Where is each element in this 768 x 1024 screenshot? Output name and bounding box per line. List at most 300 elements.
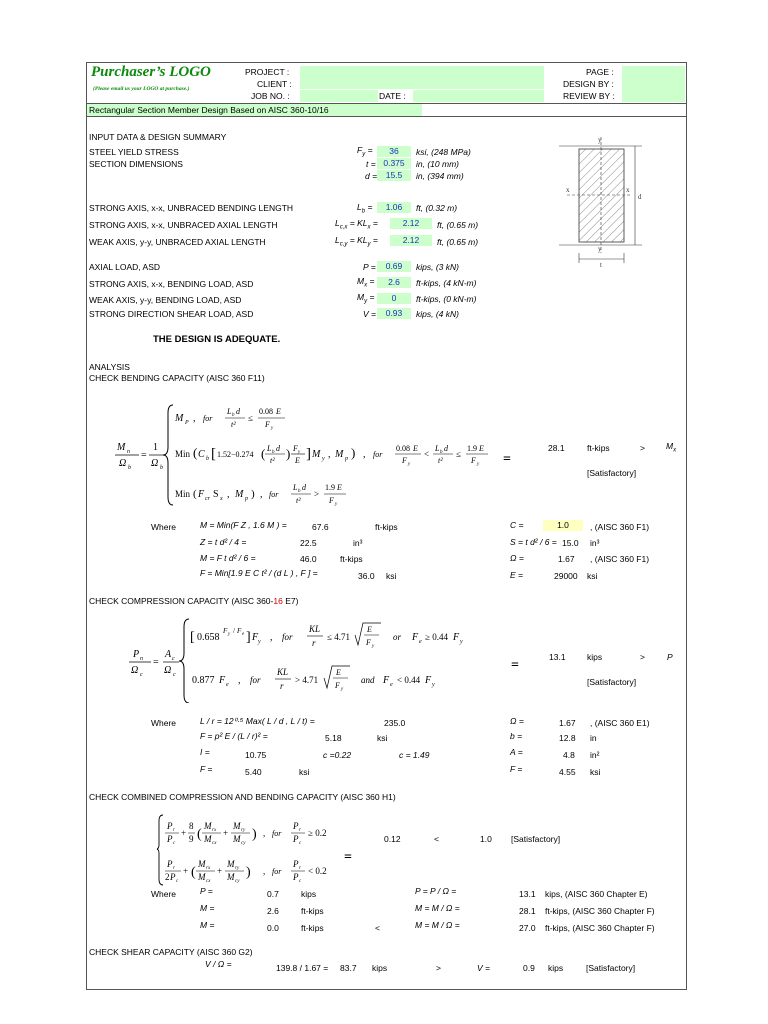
svg-text:1.9: 1.9 xyxy=(325,483,335,492)
svg-text:b: b xyxy=(160,465,163,471)
bending-right-2: Ω = xyxy=(510,553,524,563)
label-weak-bending: WEAK AXIS, y-y, BENDING LOAD, ASD xyxy=(89,295,242,305)
bending-line-3-unit: ksi xyxy=(386,571,397,581)
label-section-dimensions: SECTION DIMENSIONS xyxy=(89,159,183,169)
svg-text:d: d xyxy=(276,444,280,453)
svg-text:P: P xyxy=(293,821,299,831)
svg-text:c: c xyxy=(176,879,179,884)
review-by-label: REVIEW BY : xyxy=(563,91,615,101)
combined-right-2-unit: ft-kips, (AISC 360 Chapter F) xyxy=(545,923,655,933)
compression-where: Where xyxy=(151,718,177,728)
svg-text:P: P xyxy=(167,859,173,869)
svg-text:=: = xyxy=(141,450,147,461)
svg-text:y: y xyxy=(335,502,338,507)
label-unbraced-axial-x: STRONG AXIS, x-x, UNBRACED AXIAL LENGTH xyxy=(89,220,278,230)
bending-line-0: M = Min(F Z , 1.6 M ) = xyxy=(200,520,287,530)
svg-text:M: M xyxy=(312,449,321,460)
sym-lcy: $L_{c,y} = KL_y$ = xyxy=(335,235,378,248)
logo-note: (Please email us your LOGO at purchase.) xyxy=(93,86,190,92)
svg-text:(: ( xyxy=(193,488,197,500)
svg-text:c: c xyxy=(172,656,175,662)
bending-right-2-unit: , (AISC 360 F1) xyxy=(590,554,650,564)
cb-input[interactable]: 1.0 xyxy=(543,520,583,531)
sheet-title: Rectangular Section Member Design Based on AISC 360-10/16 xyxy=(89,105,329,115)
svg-text:,: , xyxy=(238,675,241,686)
compression-unit: kips xyxy=(587,652,603,662)
svg-text:x: x xyxy=(220,496,223,502)
svg-text:S: S xyxy=(213,489,219,500)
svg-text:ry: ry xyxy=(241,828,246,833)
page-design-review-fields[interactable] xyxy=(622,66,685,102)
svg-text:C: C xyxy=(198,449,205,460)
svg-text:M: M xyxy=(227,859,235,869)
svg-text:M: M xyxy=(175,413,184,424)
combined-left-2: M = xyxy=(200,920,215,930)
x-label-right: x xyxy=(626,186,630,194)
svg-text:F: F xyxy=(198,489,205,500)
svg-text:+: + xyxy=(183,866,189,876)
combined-right-0: P = P / Ω = xyxy=(415,886,457,896)
svg-text:b: b xyxy=(128,465,131,471)
svg-text:M: M xyxy=(233,821,241,831)
svg-text:0.658: 0.658 xyxy=(197,632,220,643)
p-input[interactable]: 0.69 xyxy=(377,261,411,272)
svg-text:Ω: Ω xyxy=(151,458,159,469)
combined-right-2-val: 27.0 xyxy=(519,923,536,933)
svg-text:F: F xyxy=(335,681,340,690)
svg-text:cx: cx xyxy=(206,879,211,884)
svg-text:t²: t² xyxy=(231,420,236,429)
lcx-input[interactable]: 2.12 xyxy=(390,218,432,229)
combined-left-2-cmp: < xyxy=(375,923,380,933)
shear-rhs: V = xyxy=(477,963,490,973)
combined-right-2: M = M / Ω = xyxy=(415,920,460,930)
svg-text:y: y xyxy=(408,462,411,467)
svg-text:or: or xyxy=(393,632,402,642)
compression-line-3-unit: ksi xyxy=(299,767,310,777)
svg-text:c: c xyxy=(140,672,143,678)
combined-right-1: M = M / Ω = xyxy=(415,903,460,913)
svg-text:≥ 0.44: ≥ 0.44 xyxy=(425,632,448,642)
svg-text:F: F xyxy=(383,675,390,686)
compression-c2: c = 1.49 xyxy=(399,750,430,760)
svg-text:rx: rx xyxy=(206,866,211,871)
svg-text:KL: KL xyxy=(309,624,321,634)
svg-text:L: L xyxy=(267,444,272,453)
input-heading: INPUT DATA & DESIGN SUMMARY xyxy=(89,132,227,142)
svg-text:2: 2 xyxy=(165,872,170,882)
sym-lcx: $L_{c,x} = KL_x$ = xyxy=(335,218,378,231)
svg-text:Min: Min xyxy=(175,489,191,499)
my-unit: ft-kips, (0 kN-m) xyxy=(416,294,477,304)
svg-text:F: F xyxy=(366,638,371,647)
svg-text:A: A xyxy=(165,649,172,660)
svg-text:rx: rx xyxy=(212,828,217,833)
label-unbraced-bending: STRONG AXIS, x-x, UNBRACED BENDING LENGTH xyxy=(89,203,294,213)
bending-right-0-unit: , (AISC 360 F1) xyxy=(590,522,650,532)
svg-text:≤ 4.71: ≤ 4.71 xyxy=(327,632,350,642)
svg-text:L: L xyxy=(435,444,440,453)
bending-right-3: E = xyxy=(510,570,523,580)
svg-text:≤: ≤ xyxy=(248,413,253,423)
compression-line-2: I = xyxy=(200,747,210,757)
shear-rhs-unit: kips xyxy=(548,963,564,973)
bending-line-0-val: 67.6 xyxy=(312,522,329,532)
svg-text:and: and xyxy=(361,675,375,685)
bending-line-1: Z = t d² / 4 = xyxy=(200,537,247,547)
svg-text:]: ] xyxy=(246,630,251,645)
shear-expr: 139.8 / 1.67 = xyxy=(276,963,329,973)
combined-formula xyxy=(157,813,377,889)
svg-text:r: r xyxy=(173,866,175,871)
svg-text:≤: ≤ xyxy=(456,449,461,459)
compression-line-1: F = p² E / (L / r)² = xyxy=(200,731,268,741)
client-label: CLIENT : xyxy=(257,79,292,89)
svg-text:M: M xyxy=(198,872,206,882)
svg-text:cy: cy xyxy=(241,841,246,846)
svg-text:E: E xyxy=(367,625,372,634)
svg-text:r: r xyxy=(173,828,175,833)
svg-text:F: F xyxy=(412,632,419,643)
compression-line-0-val: 235.0 xyxy=(384,718,406,728)
combined-where: Where xyxy=(151,889,177,899)
svg-text:y: y xyxy=(228,632,231,637)
svg-text:0.877: 0.877 xyxy=(192,675,215,686)
combined-right-1-unit: ft-kips, (AISC 360 Chapter F) xyxy=(545,906,655,916)
sym-mx: $M_x$ = xyxy=(357,276,375,289)
svg-text:F: F xyxy=(223,627,228,635)
svg-text:< 0.44: < 0.44 xyxy=(397,675,421,685)
svg-text:y: y xyxy=(372,644,375,649)
bending-line-2: M = F t d² / 6 = xyxy=(200,553,256,563)
v-input[interactable]: 0.93 xyxy=(377,308,411,319)
combined-left-1-unit: ft-kips xyxy=(301,906,324,916)
shear-lhs: V / Ω = xyxy=(205,959,232,969)
svg-text:F: F xyxy=(471,456,476,465)
svg-text:F: F xyxy=(265,420,270,429)
svg-text:c: c xyxy=(299,841,302,846)
design-verdict: THE DESIGN IS ADEQUATE. xyxy=(153,334,281,345)
svg-text:+: + xyxy=(217,866,223,876)
bending-line-3: F = Min[1.9 E C t² / (d L ) , F ] = xyxy=(200,568,318,578)
svg-text:(: ( xyxy=(261,446,266,461)
compression-compare: > xyxy=(640,652,645,662)
analysis-heading: ANALYSIS xyxy=(89,362,130,372)
compression-formula xyxy=(127,615,547,703)
svg-text:>: > xyxy=(314,489,320,499)
svg-text:b: b xyxy=(206,456,209,462)
compression-right-3-unit: ksi xyxy=(590,767,601,777)
project-label: PROJECT : xyxy=(245,67,290,77)
svg-text:b: b xyxy=(272,450,275,455)
svg-text:9: 9 xyxy=(189,834,194,844)
title-divider xyxy=(87,116,686,117)
svg-text:d: d xyxy=(236,407,240,416)
bending-line-1-val: 22.5 xyxy=(300,538,317,548)
combined-left-0-unit: kips xyxy=(301,889,317,899)
combined-left-1-val: 2.6 xyxy=(267,906,279,916)
svg-text:F: F xyxy=(293,444,298,453)
svg-text:< 0.2: < 0.2 xyxy=(308,866,327,876)
compression-right-2-unit: in² xyxy=(590,750,600,760)
svg-text:c: c xyxy=(299,879,302,884)
svg-text:): ) xyxy=(246,865,251,880)
svg-text:E: E xyxy=(336,668,341,677)
svg-text:E: E xyxy=(295,456,300,465)
svg-text:for: for xyxy=(203,414,213,423)
fy-unit: ksi, (248 MPa) xyxy=(416,147,471,157)
shear-compare: > xyxy=(436,963,441,973)
compression-line-1-unit: ksi xyxy=(377,733,388,743)
svg-text:y: y xyxy=(322,456,325,462)
compression-right-0-unit: , (AISC 360 E1) xyxy=(590,718,650,728)
svg-text:<: < xyxy=(424,449,430,459)
svg-text:e: e xyxy=(226,682,229,688)
sym-t: t = xyxy=(366,159,376,169)
svg-text:ry: ry xyxy=(235,866,240,871)
bending-title: CHECK BENDING CAPACITY (AISC 360 F11) xyxy=(89,373,265,383)
bending-line-1-unit: in³ xyxy=(353,538,363,548)
date-label: DATE : xyxy=(379,91,406,101)
compression-status: [Satisfactory] xyxy=(587,677,637,687)
svg-text:r: r xyxy=(299,828,301,833)
purchaser-logo: Purchaser’s LOGO xyxy=(91,64,211,80)
svg-text:y: y xyxy=(298,450,301,455)
svg-text:+: + xyxy=(181,828,187,838)
sym-d: d = xyxy=(365,171,378,181)
svg-text:e: e xyxy=(242,632,245,637)
shear-rhs-value: 0.9 xyxy=(523,963,535,973)
combined-result: 0.12 xyxy=(384,834,401,844)
svg-text:0.08: 0.08 xyxy=(259,407,273,416)
bending-right-0: C = xyxy=(510,520,524,530)
compression-line-3: F = xyxy=(200,764,213,774)
svg-text:y: y xyxy=(271,426,274,431)
t-input[interactable]: 0.375 xyxy=(377,158,411,169)
svg-text:Min: Min xyxy=(175,449,191,459)
y-label-bottom: y xyxy=(598,245,602,253)
bending-unit: ft-kips xyxy=(587,443,610,453)
svg-text:d: d xyxy=(302,483,306,492)
svg-text:M: M xyxy=(204,834,212,844)
svg-text:0.08: 0.08 xyxy=(396,444,410,453)
combined-right-1-val: 28.1 xyxy=(519,906,536,916)
svg-text:P: P xyxy=(133,649,140,660)
combined-left-1: M = xyxy=(200,903,215,913)
combined-title: CHECK COMBINED COMPRESSION AND BENDING CAPACITY (AISC 360 H1) xyxy=(89,792,396,802)
page-label: PAGE : xyxy=(586,67,614,77)
svg-text:1.52−0.274: 1.52−0.274 xyxy=(217,450,254,459)
compression-right-1-val: 12.8 xyxy=(559,733,576,743)
shear-title: CHECK SHEAR CAPACITY (AISC 360 G2) xyxy=(89,947,253,957)
svg-text:): ) xyxy=(251,488,255,500)
svg-text:(: ( xyxy=(191,865,196,880)
svg-text:F: F xyxy=(329,496,334,505)
combined-compare: < xyxy=(434,834,439,844)
svg-text:P: P xyxy=(293,872,299,882)
sym-fy: $F_y$ = xyxy=(357,145,373,158)
svg-text:M: M xyxy=(117,442,126,453)
fy-input[interactable]: 36 xyxy=(377,146,411,157)
svg-text:Ω: Ω xyxy=(164,665,172,676)
svg-text:c: c xyxy=(173,841,176,846)
bending-line-3-val: 36.0 xyxy=(358,571,375,581)
svg-text:t²: t² xyxy=(270,456,275,465)
combined-left-0-val: 0.7 xyxy=(267,889,279,899)
svg-text:M: M xyxy=(227,872,235,882)
compression-right-1: b = xyxy=(510,731,523,741)
compression-line-2-val: 10.75 xyxy=(245,750,267,760)
lcy-unit: ft, (0.65 m) xyxy=(437,237,479,247)
svg-text:n: n xyxy=(140,656,143,662)
svg-text:F: F xyxy=(237,627,242,635)
bending-right-1-unit: in³ xyxy=(590,538,600,548)
svg-text:for: for xyxy=(282,632,293,642)
svg-text:,: , xyxy=(193,413,196,424)
shear-unit: kips xyxy=(372,963,388,973)
svg-text:t²: t² xyxy=(296,496,301,505)
d-unit: in, (394 mm) xyxy=(416,171,464,181)
compression-line-0: L / r = 12⁰·⁵ Max( L / d , L / t) = xyxy=(200,716,315,726)
svg-text:L: L xyxy=(227,407,232,416)
label-axial-load: AXIAL LOAD, ASD xyxy=(89,262,161,272)
svg-text:cx: cx xyxy=(212,841,217,846)
p-unit: kips, (3 kN) xyxy=(416,262,459,272)
sym-v: V = xyxy=(363,309,376,319)
svg-text:for: for xyxy=(373,450,383,459)
combined-eq-sign: = xyxy=(344,850,352,865)
d-label: d xyxy=(638,193,642,201)
bending-compare: > xyxy=(640,443,645,453)
combined-left-0: P = xyxy=(200,886,213,896)
svg-text:(: ( xyxy=(197,827,202,842)
t-label: t xyxy=(600,261,602,269)
bending-line-2-val: 46.0 xyxy=(300,554,317,564)
compression-rhs: P xyxy=(667,652,673,662)
svg-text:KL: KL xyxy=(277,667,289,677)
svg-text:M: M xyxy=(235,489,244,500)
lb-input[interactable]: 1.06 xyxy=(377,202,411,213)
bending-formula xyxy=(113,401,523,509)
mx-input[interactable]: 2.6 xyxy=(377,277,411,288)
svg-text:F: F xyxy=(252,632,259,643)
d-input[interactable]: 15.5 xyxy=(377,170,411,181)
compression-result: 13.1 xyxy=(549,652,566,662)
mx-unit: ft-kips, (4 kN-m) xyxy=(416,278,477,288)
shear-value: 83.7 xyxy=(340,963,357,973)
section-rectangle xyxy=(579,149,624,242)
svg-text:P: P xyxy=(170,872,176,882)
svg-text:M: M xyxy=(198,859,206,869)
svg-text:E: E xyxy=(276,407,281,416)
svg-text:8: 8 xyxy=(189,821,194,831)
shear-status: [Satisfactory] xyxy=(586,963,636,973)
svg-text:,: , xyxy=(263,866,266,876)
svg-text:b: b xyxy=(298,489,301,494)
svg-text:E: E xyxy=(413,444,418,453)
combined-status: [Satisfactory] xyxy=(511,834,561,844)
my-input[interactable]: 0 xyxy=(377,293,411,304)
bending-right-1: S = t d² / 6 = xyxy=(510,537,557,547)
svg-text:=: = xyxy=(153,657,159,668)
svg-text:P: P xyxy=(167,821,173,831)
compression-right-2-val: 4.8 xyxy=(563,750,575,760)
section-figure xyxy=(559,133,669,273)
svg-text:[: [ xyxy=(211,446,216,462)
svg-text:n: n xyxy=(127,449,130,455)
svg-text:,: , xyxy=(328,449,331,460)
svg-text:P: P xyxy=(185,420,189,426)
job-no-field[interactable] xyxy=(300,90,378,102)
svg-text:for: for xyxy=(272,867,282,876)
svg-text:b: b xyxy=(232,413,235,418)
compression-right-0: Ω = xyxy=(510,716,524,726)
svg-text:for: for xyxy=(269,490,279,499)
combined-right-0-unit: kips, (AISC 360 Chapter E) xyxy=(545,889,648,899)
compression-right-2: A = xyxy=(510,747,523,757)
t-unit: in, (10 mm) xyxy=(416,159,459,169)
svg-text:F: F xyxy=(453,632,460,643)
svg-text:c: c xyxy=(173,672,176,678)
lb-unit: ft, (0.32 m) xyxy=(416,203,458,213)
bending-line-0-unit: ft-kips xyxy=(375,522,398,532)
compression-line-1-val: 5.18 xyxy=(325,733,342,743)
compression-c1: c =0.22 xyxy=(323,750,352,760)
bending-right-2-val: 1.67 xyxy=(558,554,575,564)
svg-text:t²: t² xyxy=(438,456,443,465)
svg-text:): ) xyxy=(286,446,291,461)
svg-text:P: P xyxy=(293,834,299,844)
compression-title: CHECK COMPRESSION CAPACITY (AISC 360-16 E7) xyxy=(89,596,299,606)
combined-limit: 1.0 xyxy=(480,834,492,844)
svg-text:p: p xyxy=(345,456,348,462)
bending-line-2-unit: ft-kips xyxy=(340,554,363,564)
x-label-left: x xyxy=(566,186,570,194)
sym-p: P = xyxy=(363,262,376,272)
svg-text:M: M xyxy=(233,834,241,844)
svg-text:Ω: Ω xyxy=(131,665,139,676)
svg-text:,: , xyxy=(260,489,263,500)
lcy-input[interactable]: 2.12 xyxy=(390,235,432,246)
design-sheet xyxy=(86,62,687,990)
svg-text:[: [ xyxy=(190,630,195,645)
svg-text:e: e xyxy=(390,682,393,688)
svg-text:M: M xyxy=(335,449,344,460)
svg-text:y: y xyxy=(432,682,435,688)
svg-text:): ) xyxy=(351,445,356,460)
svg-text:,: , xyxy=(270,632,273,643)
bending-rhs: $M_x$ xyxy=(666,441,677,454)
compression-line-3-val: 5.40 xyxy=(245,767,262,777)
svg-text:M: M xyxy=(204,821,212,831)
svg-text:Ω: Ω xyxy=(119,458,127,469)
combined-right-0-val: 13.1 xyxy=(519,889,536,899)
bending-status: [Satisfactory] xyxy=(587,468,637,478)
svg-text:,: , xyxy=(227,489,230,500)
job-no-label: JOB NO. : xyxy=(251,91,290,101)
bending-right-3-val: 29000 xyxy=(554,571,578,581)
label-strong-bending: STRONG AXIS, x-x, BENDING LOAD, ASD xyxy=(89,279,254,289)
svg-text:y: y xyxy=(258,639,261,645)
label-yield-stress: STEEL YIELD STRESS xyxy=(89,147,179,157)
svg-text:F: F xyxy=(425,675,432,686)
project-field[interactable] xyxy=(300,66,544,89)
date-field[interactable] xyxy=(413,90,544,102)
svg-text:]: ] xyxy=(306,446,311,462)
svg-text:d: d xyxy=(444,444,448,453)
svg-text:b: b xyxy=(440,450,443,455)
y-label-top: y xyxy=(598,136,602,144)
